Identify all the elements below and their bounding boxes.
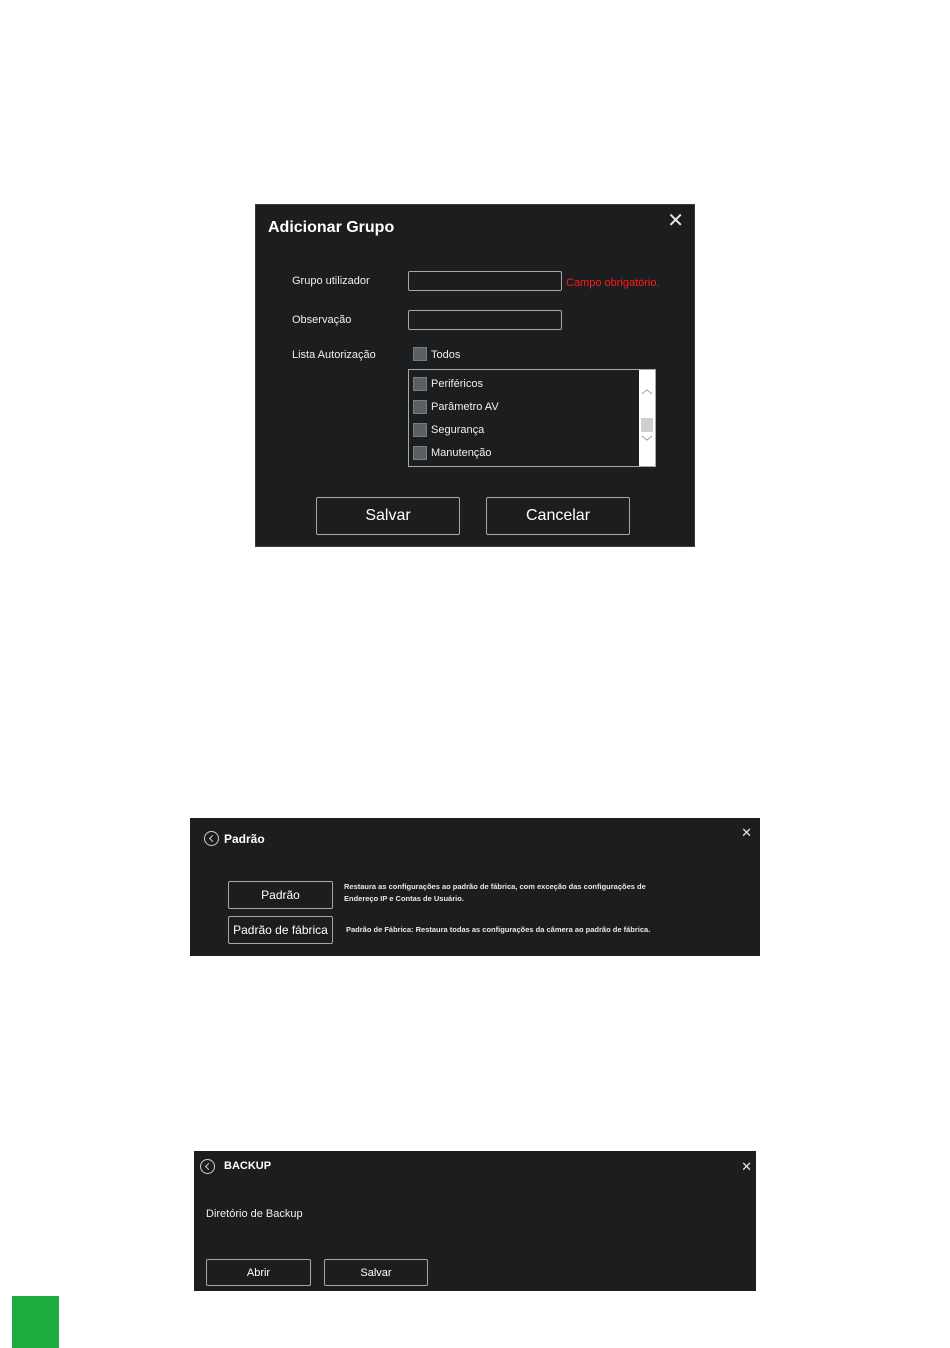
close-icon[interactable]: ✕	[741, 825, 752, 840]
dialog-title: Padrão	[224, 832, 265, 846]
list-item[interactable]	[413, 446, 633, 462]
save-button[interactable]: Salvar	[324, 1259, 428, 1286]
default-description-line: Endereço IP e Contas de Usuário.	[344, 894, 464, 903]
cancel-button[interactable]: Cancelar	[486, 497, 630, 535]
back-icon[interactable]	[204, 831, 219, 846]
default-description	[344, 881, 646, 905]
open-button[interactable]: Abrir	[206, 1259, 311, 1286]
observation-label: Observação	[292, 314, 352, 326]
all-checkbox-label: Todos	[431, 349, 461, 361]
backup-dialog	[194, 1151, 756, 1291]
permission-label: Manutenção	[431, 447, 492, 459]
back-icon[interactable]	[200, 1159, 215, 1174]
all-checkbox[interactable]	[413, 347, 427, 361]
permission-checkbox[interactable]	[413, 400, 427, 414]
list-item[interactable]	[413, 423, 633, 439]
group-user-input[interactable]	[408, 271, 562, 291]
permission-checkbox[interactable]	[413, 446, 427, 460]
permission-label: Segurança	[431, 424, 485, 436]
close-icon[interactable]: ✕	[667, 210, 684, 232]
permission-list	[408, 369, 656, 467]
permission-label: Parâmetro AV	[431, 401, 499, 413]
add-group-dialog	[255, 204, 695, 547]
permission-checkbox[interactable]	[413, 423, 427, 437]
backup-directory-label: Diretório de Backup	[206, 1208, 303, 1220]
observation-input[interactable]	[408, 310, 562, 330]
factory-default-description: Padrão de Fábrica: Restaura todas as configurações da câmera ao padrão de fábrica.	[346, 925, 651, 934]
list-item[interactable]	[413, 400, 633, 416]
save-button[interactable]: Salvar	[316, 497, 460, 535]
page-marker	[12, 1296, 59, 1348]
default-description-line: Restaura as configurações ao padrão de fábrica, com exceção das configurações de	[344, 882, 646, 891]
permission-label: Periféricos	[431, 378, 483, 390]
list-item[interactable]	[413, 377, 633, 393]
scroll-down-icon[interactable]: ﹀	[641, 436, 653, 448]
scroll-up-icon[interactable]: ︿	[641, 384, 653, 396]
dialog-title: BACKUP	[224, 1160, 272, 1172]
permission-checkbox[interactable]	[413, 377, 427, 391]
scrollbar-thumb[interactable]	[641, 418, 653, 432]
scrollbar[interactable]	[639, 370, 655, 466]
default-settings-dialog	[190, 818, 760, 956]
required-field-message: Campo obrigatório.	[566, 277, 660, 289]
factory-default-button[interactable]: Padrão de fábrica	[228, 916, 333, 944]
dialog-title: Adicionar Grupo	[268, 219, 395, 236]
group-user-label: Grupo utilizador	[292, 275, 370, 287]
default-button[interactable]: Padrão	[228, 881, 333, 909]
close-icon[interactable]: ✕	[741, 1159, 752, 1174]
authorization-list-label: Lista Autorização	[292, 349, 376, 361]
